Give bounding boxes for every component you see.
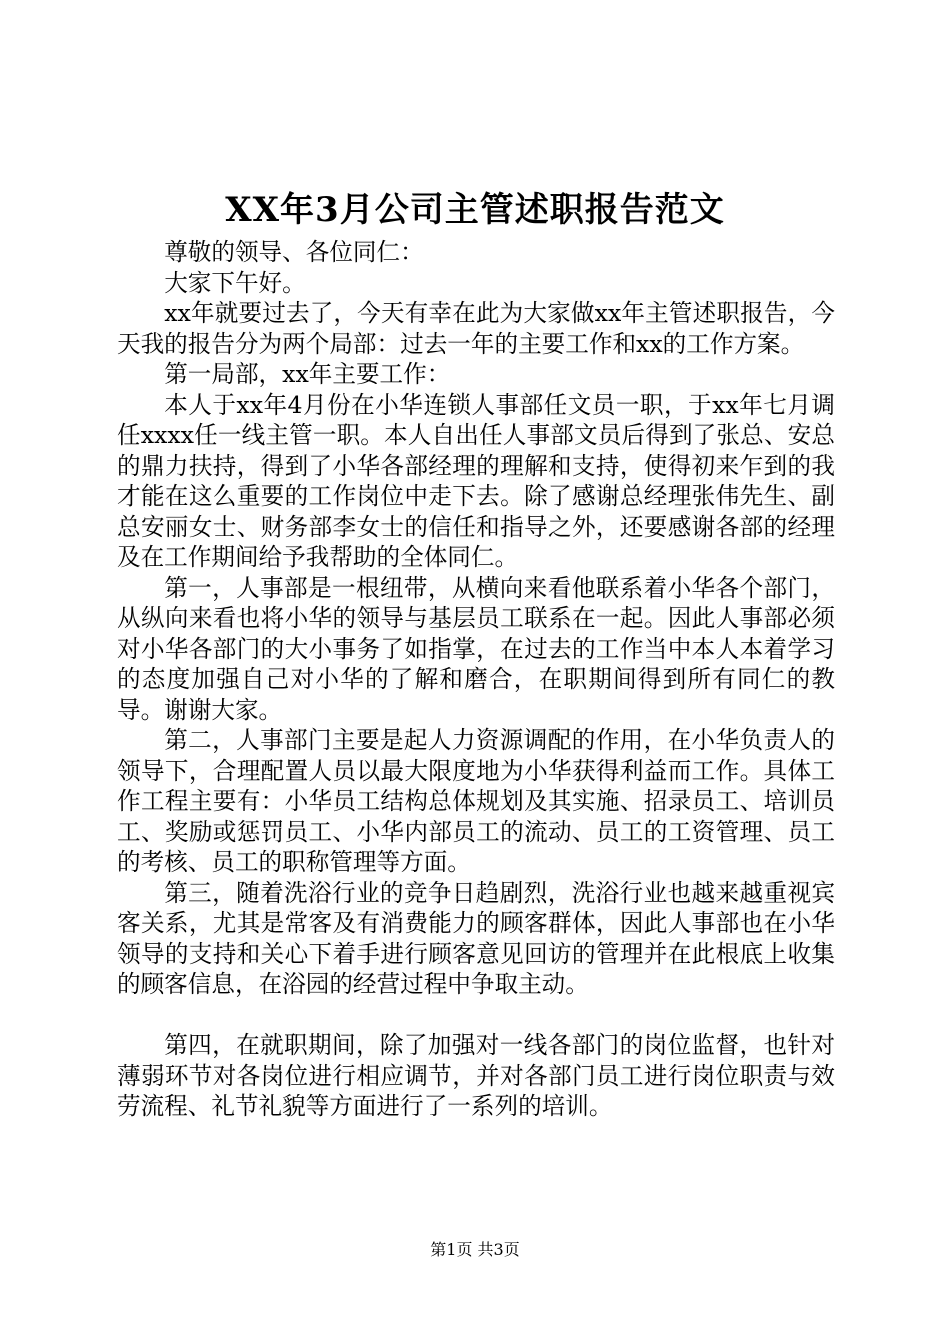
paragraph-background: 本人于xx年4月份在小华连锁人事部任文员一职，于xx年七月调任xxxx任一线主管一职。本人自出任人事部文员后得到了张总、安总的鼎力扶持，得到了小华各部经理的理解和支持，使得初来乍到的我才能在这么重要的工作岗位中走下去。除了感谢总经理张伟先生、副总安丽女士、财务部李女士的信任和指导之外，还要感谢各部的经理及在工作期间给予我帮助的全体同仁。 [117,390,835,571]
paragraph-greeting: 大家下午好。 [164,268,306,297]
paragraph-intro: xx年就要过去了，今天有幸在此为大家做xx年主管述职报告，今天我的报告分为两个局部：过去一年的主要工作和xx的工作方案。 [117,299,835,358]
page-footer: 第1页 共3页 [430,1240,520,1259]
paragraph-point-1: 第一，人事部是一根纽带，从横向来看他联系着小华各个部门，从纵向来看也将小华的领导与基层员工联系在一起。因此人事部必须对小华各部门的大小事务了如指掌，在过去的工作当中本人本着学习的态度加强自己对小华的了解和磨合，在职期间得到所有同仁的教导。谢谢大家。 [117,573,835,724]
document-body [117,237,835,1122]
paragraph-point-2: 第二，人事部门主要是起人力资源调配的作用，在小华负责人的领导下，合理配置人员以最大限度地为小华获得利益而工作。具体工作工程主要有：小华员工结构总体规划及其实施、招录员工、培训员工、奖励或惩罚员工、小华内部员工的流动、员工的工资管理、员工的考核、员工的职称管理等方面。 [117,726,835,876]
paragraph-point-3: 第三，随着洗浴行业的竞争日趋剧烈，洗浴行业也越来越重视宾客关系，尤其是常客及有消费能力的顾客群体，因此人事部也在小华领导的支持和关心下着手进行顾客意见回访的管理并在此根底上收集的顾客信息，在浴园的经营过程中争取主动。 [117,878,835,998]
paragraph-point-4: 第四，在就职期间，除了加强对一线各部门的岗位监督，也针对薄弱环节对各岗位进行相应调节，并对各部门员工进行岗位职责与效劳流程、礼节礼貌等方面进行了一系列的培训。 [117,1031,835,1120]
page-title: XX年3月公司主管述职报告范文 [225,190,725,230]
paragraph-salutation: 尊敬的领导、各位同仁： [164,238,424,266]
paragraph-section-heading: 第一局部，xx年主要工作： [164,360,451,388]
